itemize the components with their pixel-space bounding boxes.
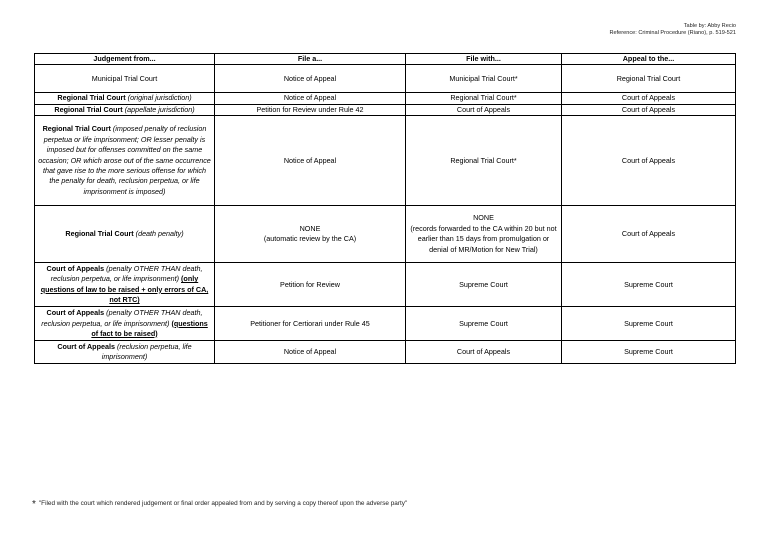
table-row — [35, 206, 736, 263]
column-header-appeal-to: Appeal to the... — [562, 54, 736, 65]
table-row — [35, 307, 736, 341]
file-with-cell: Municipal Trial Court* — [406, 65, 562, 93]
file-a-cell: Notice of Appeal — [215, 65, 406, 93]
table-row — [35, 65, 736, 93]
table-row — [35, 263, 736, 307]
table-row — [35, 116, 736, 206]
file-a-cell: Petition for Review under Rule 42 — [215, 104, 406, 115]
footnote — [32, 499, 407, 510]
judgement-from-cell — [35, 341, 215, 364]
file-a-cell: Petition for Review — [215, 263, 406, 307]
court-name: Regional Trial Court — [54, 104, 123, 114]
appeal-to-cell: Court of Appeals — [562, 104, 736, 115]
file-a-cell: Notice of Appeal — [215, 116, 406, 206]
header-credit — [609, 23, 736, 37]
judgement-from-cell — [35, 116, 215, 206]
file-with-cell: Supreme Court — [406, 307, 562, 341]
judgement-from-cell — [35, 104, 215, 115]
with-none-label: NONE — [473, 213, 494, 223]
judgement-from-cell — [35, 307, 215, 341]
court-detail: (reclusion perpetua, life imprisonment) — [101, 341, 192, 362]
column-header-judgement-from: Judgement from... — [35, 54, 215, 65]
file-with-cell: Supreme Court — [406, 263, 562, 307]
appeal-to-cell: Supreme Court — [562, 341, 736, 364]
appeal-to-cell: Regional Trial Court — [562, 65, 736, 93]
file-with-cell: Court of Appeals — [406, 104, 562, 115]
court-name: Court of Appeals — [46, 263, 105, 273]
file-with-cell: Regional Trial Court* — [406, 93, 562, 104]
table-row — [35, 93, 736, 104]
column-header-file-a: File a... — [215, 54, 406, 65]
footnote-text: "Filed with the court which rendered judgement or final order appealed from and by serving a copy thereof upon the adverse party" — [38, 500, 408, 507]
file-none-label: NONE — [299, 223, 321, 233]
file-a-cell: Notice of Appeal — [215, 341, 406, 364]
file-none-note: (automatic review by the CA) — [263, 234, 357, 244]
table-header-row — [35, 54, 736, 65]
court-name: Court of Appeals — [46, 308, 105, 318]
court-detail: (appellate jurisdiction) — [124, 104, 195, 114]
court-detail: (penalty OTHER THAN death, reclusion perpetua, or life imprisonment) — [41, 308, 203, 328]
judgement-from-cell: Municipal Trial Court — [35, 65, 215, 93]
footnote-marker: * — [32, 499, 36, 510]
table-row — [35, 341, 736, 364]
court-detail-underlined: (questions of fact to be raised) — [91, 318, 208, 338]
with-none-note: (records forwarded to the CA within 20 but not earlier than 15 days from promulgation or denial of MR/Motion for New Trial) — [410, 223, 557, 254]
file-a-cell: Petitioner for Certiorari under Rule 45 — [215, 307, 406, 341]
file-a-cell — [215, 206, 406, 263]
column-header-file-with: File with... — [406, 54, 562, 65]
court-detail: (imposed penalty of reclusion perpetua or life imprisonment; OR lesser penalty is imposed but for offenses committed on the same occasion; OR which arose out of the same occurrence that gave rise to the more serious offense for which the penalty for death, reclusion perpetua, or life imprisonment is imposed) — [38, 124, 211, 196]
judgement-from-cell — [35, 263, 215, 307]
court-detail: (death penalty) — [135, 229, 184, 239]
appeal-to-cell: Court of Appeals — [562, 116, 736, 206]
appeal-to-cell: Supreme Court — [562, 263, 736, 307]
court-name: Regional Trial Court — [65, 229, 134, 239]
court-name: Regional Trial Court — [42, 124, 111, 134]
court-detail-underlined: (only questions of law to be raised + only errors of CA, not RTC) — [40, 274, 209, 305]
appeal-table — [34, 53, 736, 364]
file-with-cell — [406, 206, 562, 263]
author-line: Table by: Abby Recio — [683, 23, 736, 29]
reference-line: Reference: Criminal Procedure (Riano), p. 519-521 — [609, 30, 736, 36]
table-row — [35, 104, 736, 115]
court-name: Court of Appeals — [57, 341, 115, 351]
appeal-to-cell: Court of Appeals — [562, 206, 736, 263]
appeal-to-cell: Court of Appeals — [562, 93, 736, 104]
judgement-from-cell — [35, 206, 215, 263]
judgement-from-cell — [35, 93, 215, 104]
court-detail: (penalty OTHER THAN death, reclusion perpetua, or life imprisonment) — [50, 263, 203, 284]
file-a-cell: Notice of Appeal — [215, 93, 406, 104]
court-detail: (original jurisdiction) — [127, 93, 192, 103]
file-with-cell: Court of Appeals — [406, 341, 562, 364]
appeal-to-cell: Supreme Court — [562, 307, 736, 341]
file-with-cell: Regional Trial Court* — [406, 116, 562, 206]
court-name: Regional Trial Court — [57, 93, 126, 103]
